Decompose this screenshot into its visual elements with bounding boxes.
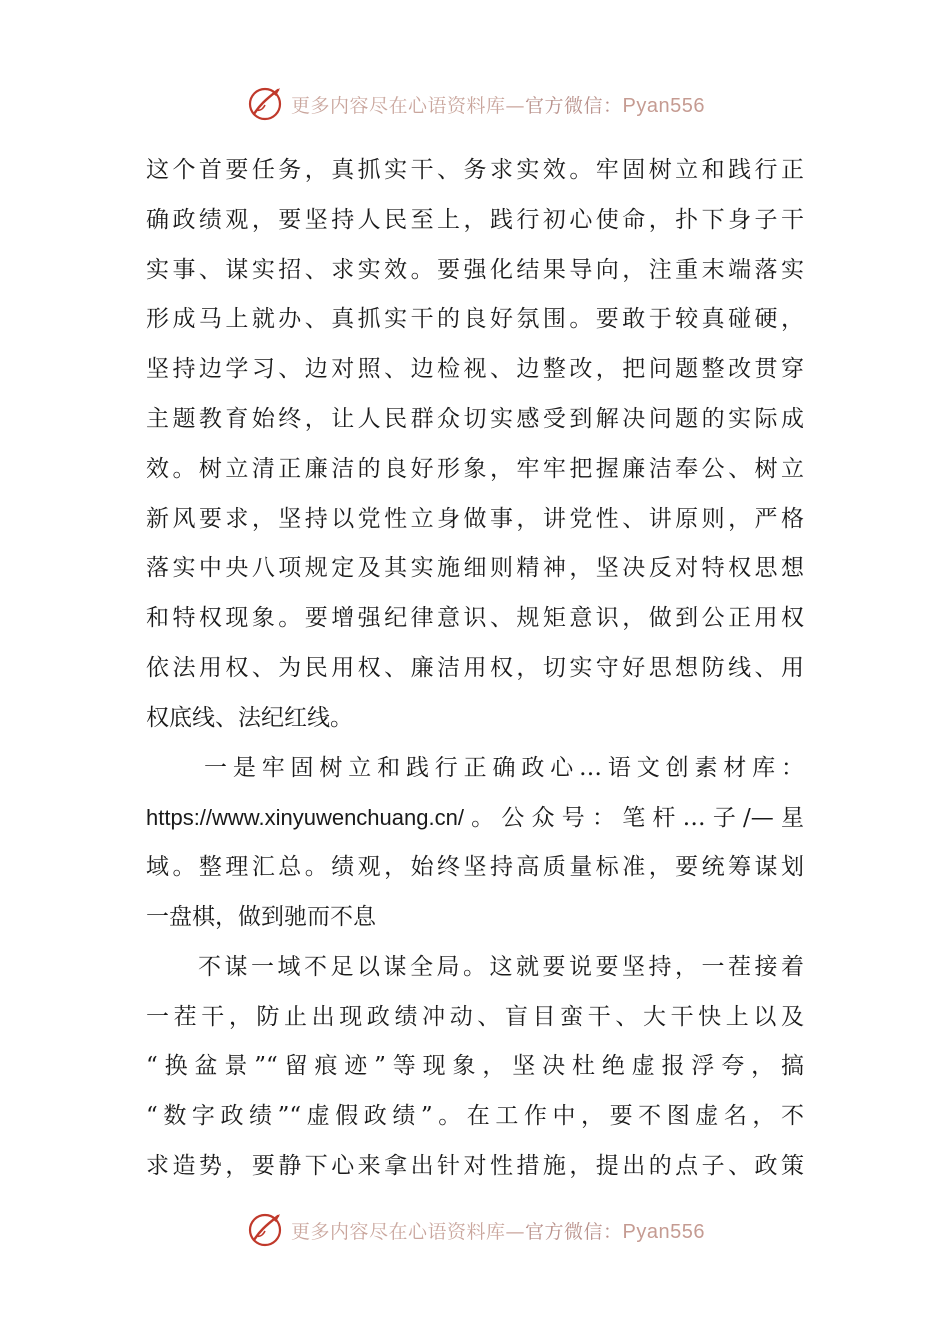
watermark-dash: — [505, 94, 526, 117]
footer-watermark [0, 1208, 950, 1252]
para3-line: 一茬干，防止出现政绩冲动、盲目蛮干、大干快上以及 [146, 1003, 804, 1030]
resource-url-link[interactable]: https://www.xinyuwenchuang.cn/ [146, 805, 464, 831]
para2-line-with-url [146, 793, 804, 843]
body-line: 形成马上就办、真抓实干的良好氛围。要敢于较真碰硬， [146, 306, 804, 333]
para3-line: “换盆景”“留痕迹”等现象，坚决杜绝虚报浮夸，搞 [146, 1053, 804, 1080]
watermark-site-text: 更多内容尽在心语资料库 [291, 94, 506, 117]
body-line: 权底线、法纪红线。 [146, 704, 353, 731]
watermark-wechat-id: Pyan556 [622, 1220, 705, 1243]
body-line: 效。树立清正廉洁的良好形象，牢牢把握廉洁奉公、树立 [146, 455, 804, 482]
body-line: 和特权现象。要增强纪律意识、规矩意识，做到公正用权 [146, 605, 804, 632]
body-line: 新风要求，坚持以党性立身做事，讲党性、讲原则，严格 [146, 505, 804, 532]
para2-line-rest: 。公众号：笔杆…子/—星 [463, 805, 804, 832]
body-line: 确政绩观，要坚持人民至上，践行初心使命，扑下身子干 [146, 206, 804, 233]
para3-line: 不谋一域不足以谋全局。这就要说要坚持，一茬接着 [198, 953, 804, 980]
para3-line: “数字政绩”“虚假政绩”。在工作中，要不图虚名，不 [146, 1103, 804, 1130]
watermark-wechat-label: 官方微信： [525, 94, 623, 117]
body-line: 依法用权、为民用权、廉洁用权，切实守好思想防线、用 [146, 654, 804, 681]
body-line: 实事、谋实招、求实效。要强化结果导向，注重末端落实 [146, 256, 804, 283]
watermark-site-text: 更多内容尽在心语资料库 [291, 1220, 506, 1243]
body-line: 这个首要任务，真抓实干、务求实效。牢固树立和践行正 [146, 157, 804, 183]
watermark-wechat-label: 官方微信： [525, 1220, 623, 1243]
watermark-wechat-id: Pyan556 [622, 94, 705, 117]
para2-line: 一是牢固树立和践行正确政心…语文创素材库： [204, 754, 804, 781]
para3-line: 求造势，要静下心来拿出针对性措施，提出的点子、政策 [146, 1152, 804, 1179]
body-line: 落实中央八项规定及其实施细则精神，坚决反对特权思想 [146, 555, 804, 582]
header-watermark [0, 82, 950, 126]
watermark-dash: — [505, 1220, 526, 1243]
para2-line: 域。整理汇总。绩观，始终坚持高质量标准，要统筹谋划 [146, 854, 804, 881]
para2-line: 一盘棋，做到驰而不息 [146, 903, 376, 930]
document-body [146, 146, 804, 1192]
pen-logo-icon [245, 84, 285, 124]
body-line: 坚持边学习、边对照、边检视、边整改，把问题整改贯穿 [146, 356, 804, 383]
pen-logo-icon [245, 1210, 285, 1250]
body-line: 主题教育始终，让人民群众切实感受到解决问题的实际成 [146, 405, 804, 432]
